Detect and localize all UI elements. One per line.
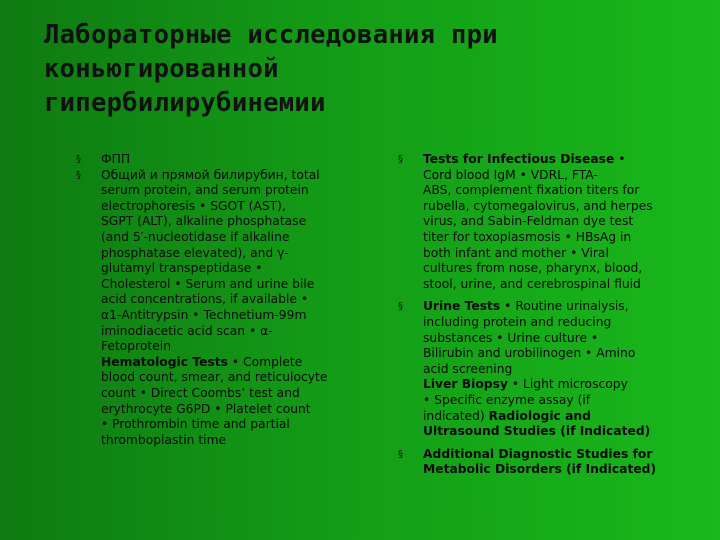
item-line: Metabolic Disorders (if Indicated) xyxy=(423,462,657,477)
item-line: count • Direct Coombs’ test and xyxy=(101,385,300,400)
item-line: ABS, complement fixation titers for xyxy=(423,183,640,198)
item-line: cultures from nose, pharynx, blood, xyxy=(423,261,643,276)
item-line: titer for toxoplasmosis • HBsAg in xyxy=(423,229,632,244)
item-line: thromboplastin time xyxy=(101,432,227,447)
radiologic-label: Radiologic and xyxy=(488,408,591,423)
slide-title xyxy=(44,18,684,120)
bullet-marker-icon: § xyxy=(76,169,81,181)
bullet-marker-icon: § xyxy=(398,154,403,165)
item-line: iminodiacetic acid scan • α- xyxy=(101,323,273,338)
item-line: • Prothrombin time and partial xyxy=(101,417,290,432)
list-item-infectious xyxy=(398,152,688,292)
item-line: acid screening xyxy=(423,361,513,376)
item-line: phosphatase elevated), and γ- xyxy=(101,245,289,260)
urine-label: Urine Tests xyxy=(423,299,501,314)
title-line-2: коньюгированной xyxy=(44,54,279,84)
item-line: α1-Antitrypsin • Technetium-99m xyxy=(101,307,307,322)
item-line: erythrocyte G6PD • Platelet count xyxy=(101,401,311,416)
item-line: electrophoresis • SGOT (AST), xyxy=(101,198,286,213)
item-line: SGPT (ALT), alkaline phosphatase xyxy=(101,214,307,229)
infectious-label: Tests for Infectious Disease xyxy=(423,152,615,166)
bullet-marker-icon: § xyxy=(398,301,403,313)
item-line: serum protein, and serum protein xyxy=(101,183,309,198)
item-line: Bilirubin and urobilinogen • Amino xyxy=(423,346,636,361)
bullet-marker-icon: § xyxy=(76,154,81,165)
item-line: glutamyl transpeptidase • xyxy=(101,261,263,276)
liver-heading xyxy=(423,377,688,393)
liver-label: Liver Biopsy xyxy=(423,377,508,392)
hematologic-label: Hematologic Tests xyxy=(101,354,228,369)
item-line: both infant and mother • Viral xyxy=(423,245,609,260)
item-line: substances • Urine culture • xyxy=(423,330,599,345)
item-line: stool, urine, and cerebrospinal fluid xyxy=(423,276,641,291)
title-line-1: Лабораторные исследования при xyxy=(44,20,498,50)
list-item-metabolic xyxy=(398,447,688,478)
radiologic-line-2: Ultrasound Studies (if Indicated) xyxy=(423,424,651,439)
item-line: including protein and reducing xyxy=(423,314,612,329)
item-line: Общий и прямой билирубин, total xyxy=(101,167,320,182)
list-item-urine xyxy=(398,299,688,439)
right-column xyxy=(398,152,688,478)
radiologic-pre: indicated) xyxy=(423,408,489,423)
urine-heading xyxy=(423,299,688,315)
title-line-3: гипербилирубинемии xyxy=(44,88,326,118)
item-line: virus, and Sabin-Feldman dye test xyxy=(423,214,634,229)
item-line: Cholesterol • Serum and urine bile xyxy=(101,276,315,291)
infectious-heading xyxy=(423,152,688,168)
left-column xyxy=(76,152,361,448)
item-line: acid concentrations, if available • xyxy=(101,292,309,307)
hematologic-line xyxy=(101,355,361,371)
list-item-fpp xyxy=(76,152,361,168)
item-line: Fetoprotein xyxy=(101,339,172,354)
liver-tail: • Light microscopy xyxy=(507,377,628,392)
item-text: ФПП xyxy=(101,152,131,166)
item-line: blood count, smear, and reticulocyte xyxy=(101,370,328,385)
item-line: rubella, cytomegalovirus, and herpes xyxy=(423,198,653,213)
item-line: • Specific enzyme assay (if xyxy=(423,392,591,407)
bullet-marker-icon: § xyxy=(398,448,403,460)
hematologic-first: • Complete xyxy=(227,354,303,369)
item-line: (and 5′-nucleotidase if alkaline xyxy=(101,229,290,244)
infectious-tail: • xyxy=(614,152,626,166)
item-line: Additional Diagnostic Studies for xyxy=(423,446,653,461)
list-item-biochemistry xyxy=(76,168,361,449)
item-line: Cord blood IgM • VDRL, FTA- xyxy=(423,167,598,182)
radiologic-line xyxy=(423,409,688,425)
urine-tail: • Routine urinalysis, xyxy=(500,299,629,314)
